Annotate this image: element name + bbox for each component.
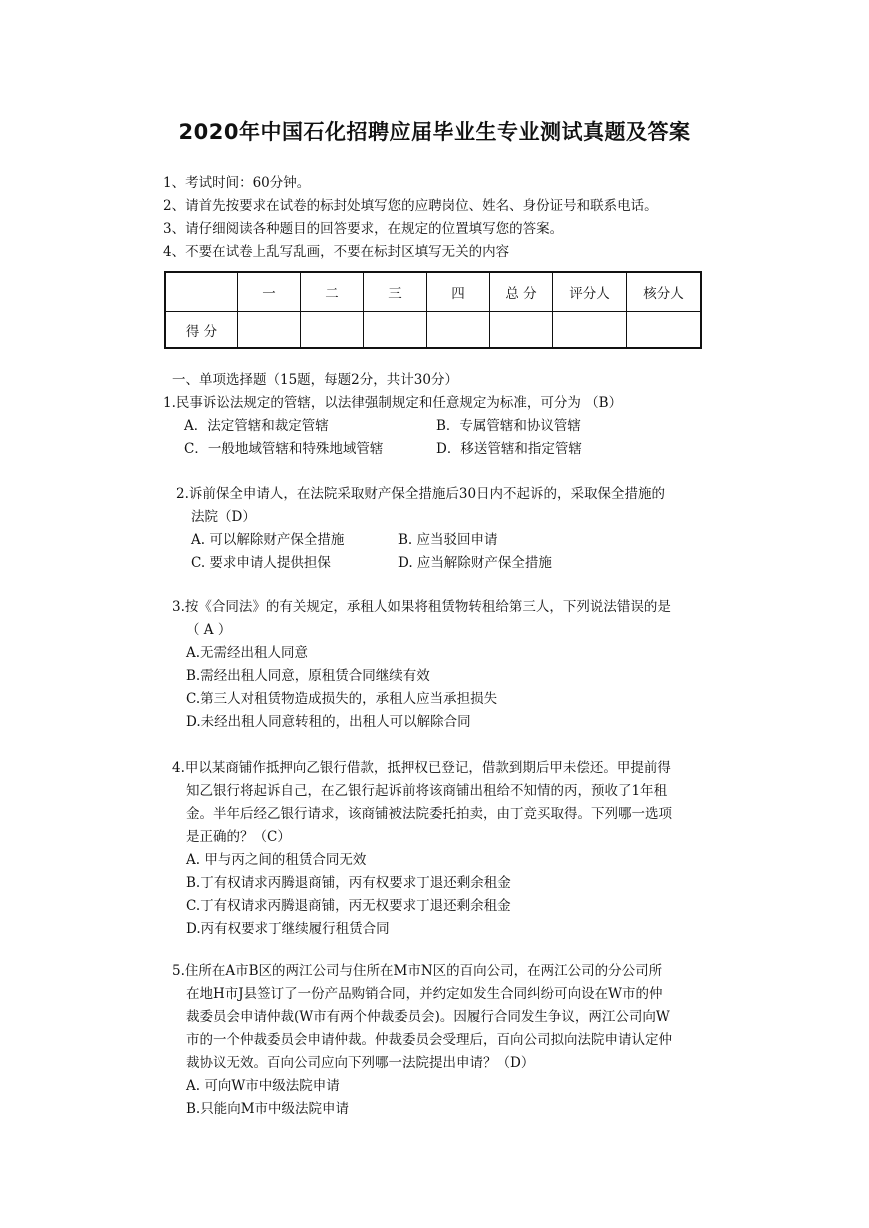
- score-header-cell: 三: [364, 272, 427, 312]
- score-cell[interactable]: [490, 312, 553, 349]
- question-3-option-c: C.第三人对租赁物造成损失的，承租人应当承担损失: [186, 691, 498, 707]
- question-2-option-b: B. 应当驳回申请: [398, 532, 498, 548]
- question-4-option-b: B.丁有权请求丙腾退商铺，丙有权要求丁退还剩余租金: [186, 875, 511, 891]
- page-title: 2020年中国石化招聘应届毕业生专业测试真题及答案: [178, 120, 691, 144]
- section-title: 一、单项选择题（15题，每题2分，共计30分）: [172, 372, 458, 388]
- question-1-option-a: A．法定管辖和裁定管辖: [184, 418, 329, 434]
- question-2-option-d: D. 应当解除财产保全措施: [398, 555, 552, 571]
- question-1-option-b: B．专属管辖和协议管辖: [436, 418, 581, 434]
- question-5: [172, 960, 672, 1121]
- question-5-option-b: B.只能向M市中级法院申请: [186, 1101, 350, 1117]
- question-5-stem: 裁协议无效。百向公司应向下列哪一法院提出申请？（D）: [186, 1055, 535, 1071]
- question-4-option-d: D.丙有权要求丁继续履行租赁合同: [186, 921, 390, 937]
- question-2-option-c: C. 要求申请人提供担保: [191, 555, 331, 571]
- question-3-option-d: D.未经出租人同意转租的，出租人可以解除合同: [186, 714, 471, 730]
- score-cell[interactable]: [238, 312, 301, 349]
- score-header-cell: 一: [238, 272, 301, 312]
- question-1-option-d: D．移送管辖和指定管辖: [436, 441, 582, 457]
- question-3-stem: （ A ）: [186, 622, 232, 638]
- question-2-stem: 法院（D）: [191, 509, 256, 525]
- score-cell[interactable]: [427, 312, 490, 349]
- score-header-cell: 总 分: [490, 272, 553, 312]
- question-4: [172, 757, 672, 941]
- question-2-option-a: A. 可以解除财产保全措施: [191, 532, 345, 548]
- question-4-option-c: C.丁有权请求丙腾退商铺，丙无权要求丁退还剩余租金: [186, 898, 511, 914]
- score-cell[interactable]: [553, 312, 627, 349]
- instruction-4: 4、不要在试卷上乱写乱画，不要在标封区填写无关的内容: [163, 244, 510, 260]
- question-2-stem: 2.诉前保全申请人，在法院采取财产保全措施后30日内不起诉的，采取保全措施的: [176, 486, 666, 502]
- question-2: [176, 483, 665, 575]
- question-1-stem: 1.民事诉讼法规定的管辖，以法律强制规定和任意规定为标准，可分为 （B）: [163, 395, 623, 411]
- question-5-stem: 市的一个仲裁委员会申请仲裁。仲裁委员会受理后，百向公司拟向法院申请认定仲: [186, 1032, 672, 1048]
- score-cell[interactable]: [301, 312, 364, 349]
- instruction-3: 3、请仔细阅读各种题目的回答要求，在规定的位置填写您的答案。: [163, 221, 564, 237]
- score-header-cell: 四: [427, 272, 490, 312]
- question-4-option-a: A. 甲与丙之间的租赁合同无效: [186, 852, 367, 868]
- question-5-stem: 在地H市J县签订了一份产品购销合同，并约定如发生合同纠纷可向设在W市的仲: [186, 986, 663, 1002]
- score-table-score-row: [165, 312, 701, 349]
- question-3: [172, 596, 671, 734]
- score-cell[interactable]: [627, 312, 702, 349]
- question-1: [163, 392, 622, 461]
- question-5-stem: 裁委员会申请仲裁(W市有两个仲裁委员会)。因履行合同发生争议，两江公司向W: [186, 1009, 670, 1025]
- score-header-cell: 核分人: [627, 272, 702, 312]
- question-5-stem: 5.住所在A市B区的两江公司与住所在M市N区的百向公司，在两江公司的分公司所: [172, 963, 663, 979]
- question-4-stem: 4.甲以某商铺作抵押向乙银行借款，抵押权已登记，借款到期后甲未偿还。甲提前得: [172, 760, 671, 776]
- question-3-option-a: A.无需经出租人同意: [186, 645, 309, 661]
- score-row-label: 得 分: [165, 312, 238, 349]
- question-5-option-a: A. 可向W市中级法院申请: [186, 1078, 340, 1094]
- score-header-cell: 评分人: [553, 272, 627, 312]
- score-cell[interactable]: [364, 312, 427, 349]
- instruction-2: 2、请首先按要求在试卷的标封处填写您的应聘岗位、姓名、身份证号和联系电话。: [163, 198, 658, 214]
- score-header-cell: [165, 272, 238, 312]
- question-3-option-b: B.需经出租人同意，原租赁合同继续有效: [186, 668, 430, 684]
- question-4-stem: 知乙银行将起诉自己，在乙银行起诉前将该商铺出租给不知情的丙，预收了1年租: [186, 783, 668, 799]
- instruction-1: 1、考试时间：60分钟。: [163, 175, 311, 191]
- score-table: [164, 271, 702, 349]
- score-table-header-row: [165, 272, 701, 312]
- question-3-stem: 3.按《合同法》的有关规定，承租人如果将租赁物转租给第三人，下列说法错误的是: [172, 599, 671, 615]
- question-4-stem: 是正确的？（C）: [186, 829, 291, 845]
- question-4-stem: 金。半年后经乙银行请求，该商铺被法院委托拍卖，由丁竞买取得。下列哪一选项: [186, 806, 672, 822]
- score-header-cell: 二: [301, 272, 364, 312]
- question-1-option-c: C．一般地域管辖和特殊地域管辖: [184, 441, 384, 457]
